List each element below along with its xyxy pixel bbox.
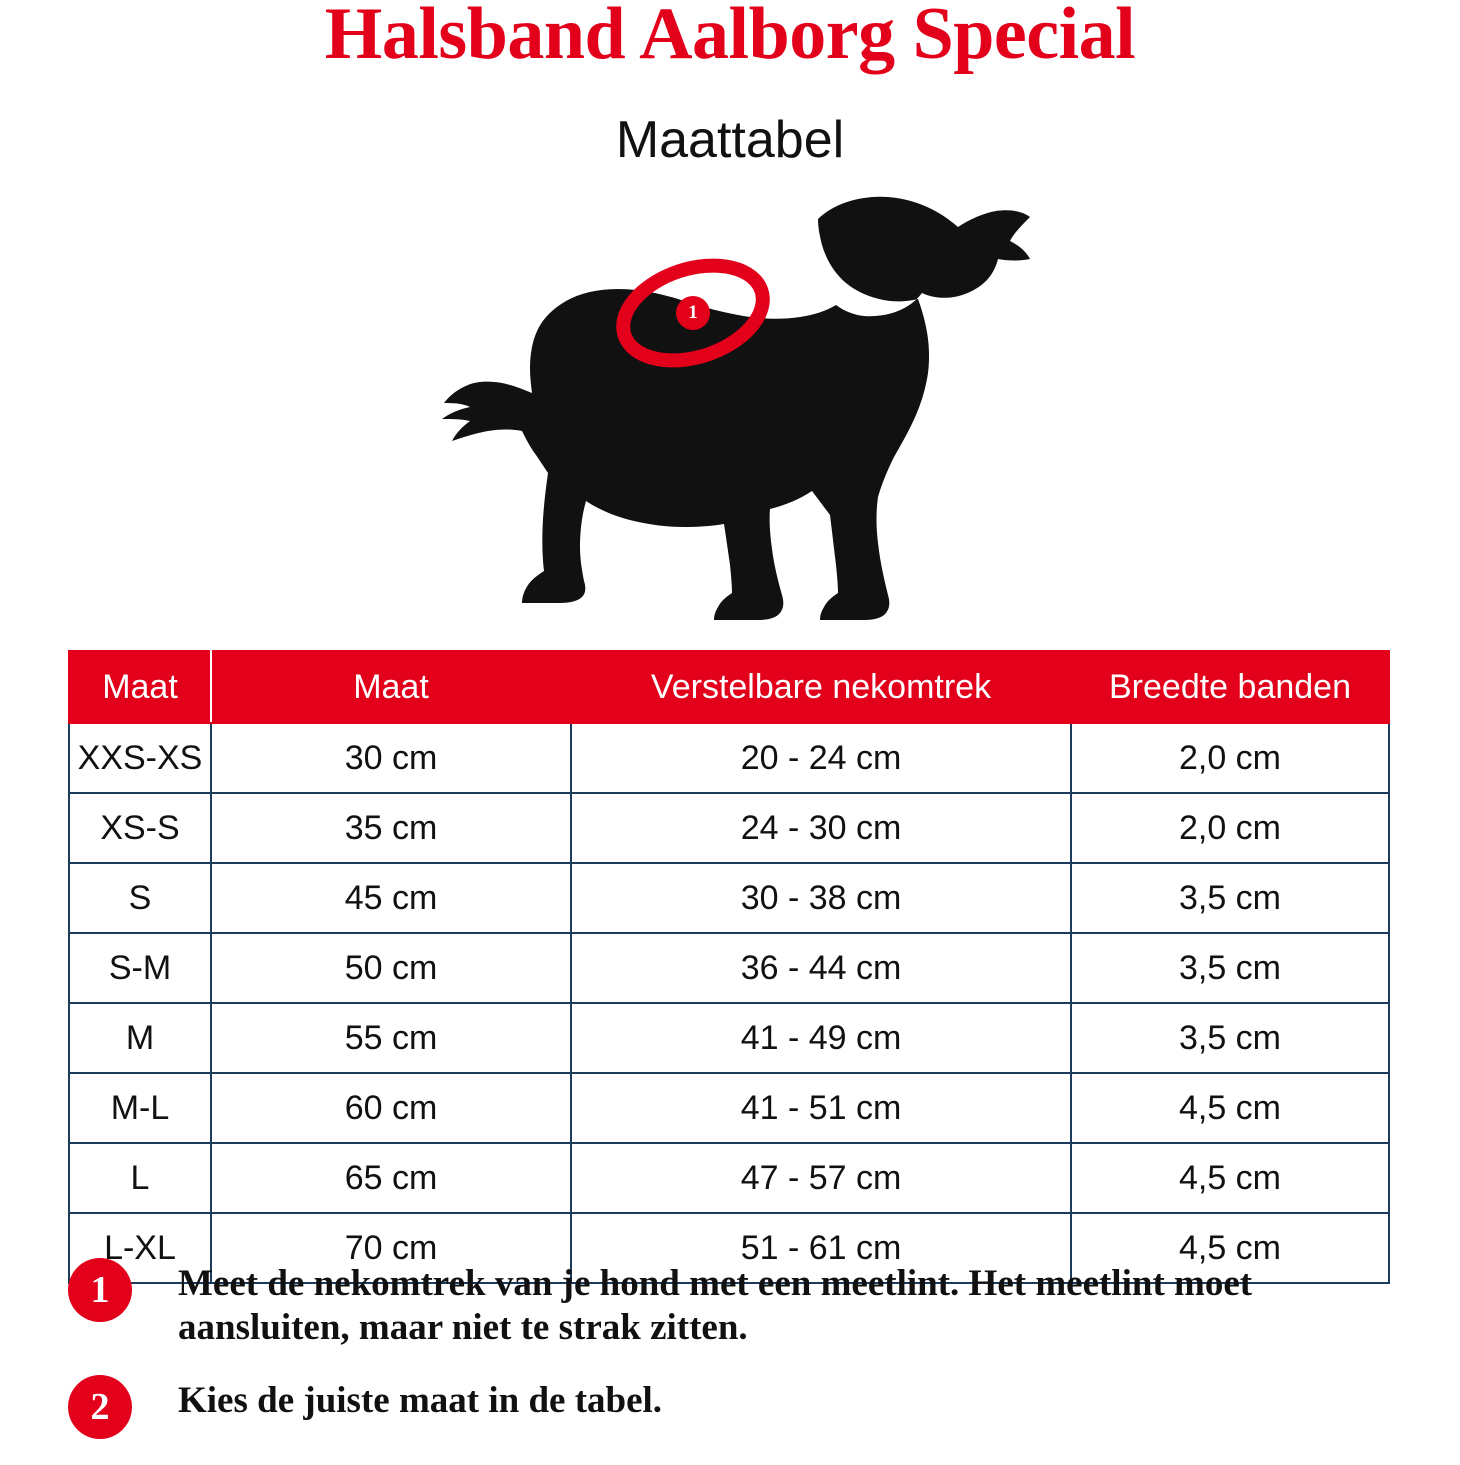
cell-neck: 41 - 49 cm xyxy=(571,1003,1071,1073)
table-row xyxy=(69,1003,1389,1073)
cell-width: 4,5 cm xyxy=(1071,1073,1389,1143)
cell-size-label: M xyxy=(69,1003,211,1073)
cell-size-label: XS-S xyxy=(69,793,211,863)
cell-neck: 20 - 24 cm xyxy=(571,723,1071,793)
cell-width: 3,5 cm xyxy=(1071,863,1389,933)
cell-width: 2,0 cm xyxy=(1071,793,1389,863)
cell-size-label: S-M xyxy=(69,933,211,1003)
dog-silhouette-icon xyxy=(430,175,1050,620)
cell-neck: 36 - 44 cm xyxy=(571,933,1071,1003)
page-subtitle: Maattabel xyxy=(615,111,845,169)
cell-size-length: 50 cm xyxy=(211,933,571,1003)
cell-size-label: XXS-XS xyxy=(69,723,211,793)
column-header-size-label: Maat xyxy=(69,651,211,723)
column-header-width: Breedte banden xyxy=(1071,651,1389,723)
dog-illustration xyxy=(430,175,1050,620)
cell-size-length: 45 cm xyxy=(211,863,571,933)
cell-size-label: L-XL xyxy=(69,1213,211,1283)
table-header-row xyxy=(69,651,1389,723)
table-row xyxy=(69,933,1389,1003)
cell-neck: 51 - 61 cm xyxy=(571,1213,1071,1283)
cell-neck: 30 - 38 cm xyxy=(571,863,1071,933)
step-text: Meet de nekomtrek van je hond met een meetlint. Het meetlint moet aansluiten, maar niet te strak zitten. xyxy=(178,1263,1253,1348)
cell-width: 3,5 cm xyxy=(1071,1003,1389,1073)
cell-size-length: 60 cm xyxy=(211,1073,571,1143)
step-text: Kies de juiste maat in de tabel. xyxy=(178,1380,663,1422)
page-title: Halsband Aalborg Special xyxy=(324,0,1136,75)
collar-marker-badge: 1 xyxy=(676,296,710,330)
size-table xyxy=(68,650,1390,1284)
cell-size-label: M-L xyxy=(69,1073,211,1143)
cell-neck: 24 - 30 cm xyxy=(571,793,1071,863)
cell-size-length: 70 cm xyxy=(211,1213,571,1283)
table-row xyxy=(69,1143,1389,1213)
table-row xyxy=(69,723,1389,793)
step-item xyxy=(68,1375,1398,1439)
cell-size-length: 65 cm xyxy=(211,1143,571,1213)
cell-size-length: 30 cm xyxy=(211,723,571,793)
cell-size-label: L xyxy=(69,1143,211,1213)
cell-neck: 41 - 51 cm xyxy=(571,1073,1071,1143)
column-header-size-length: Maat xyxy=(211,651,571,723)
step-number-badge: 2 xyxy=(68,1375,132,1439)
cell-width: 4,5 cm xyxy=(1071,1213,1389,1283)
table-row xyxy=(69,863,1389,933)
column-header-neck: Verstelbare nekomtrek xyxy=(571,651,1071,723)
cell-neck: 47 - 57 cm xyxy=(571,1143,1071,1213)
cell-width: 4,5 cm xyxy=(1071,1143,1389,1213)
step-number-badge: 1 xyxy=(68,1258,132,1322)
instruction-steps xyxy=(68,1258,1398,1465)
cell-width: 3,5 cm xyxy=(1071,933,1389,1003)
cell-size-length: 35 cm xyxy=(211,793,571,863)
cell-size-label: S xyxy=(69,863,211,933)
table-row xyxy=(69,793,1389,863)
cell-width: 2,0 cm xyxy=(1071,723,1389,793)
table-row xyxy=(69,1073,1389,1143)
cell-size-length: 55 cm xyxy=(211,1003,571,1073)
step-item xyxy=(68,1258,1398,1349)
